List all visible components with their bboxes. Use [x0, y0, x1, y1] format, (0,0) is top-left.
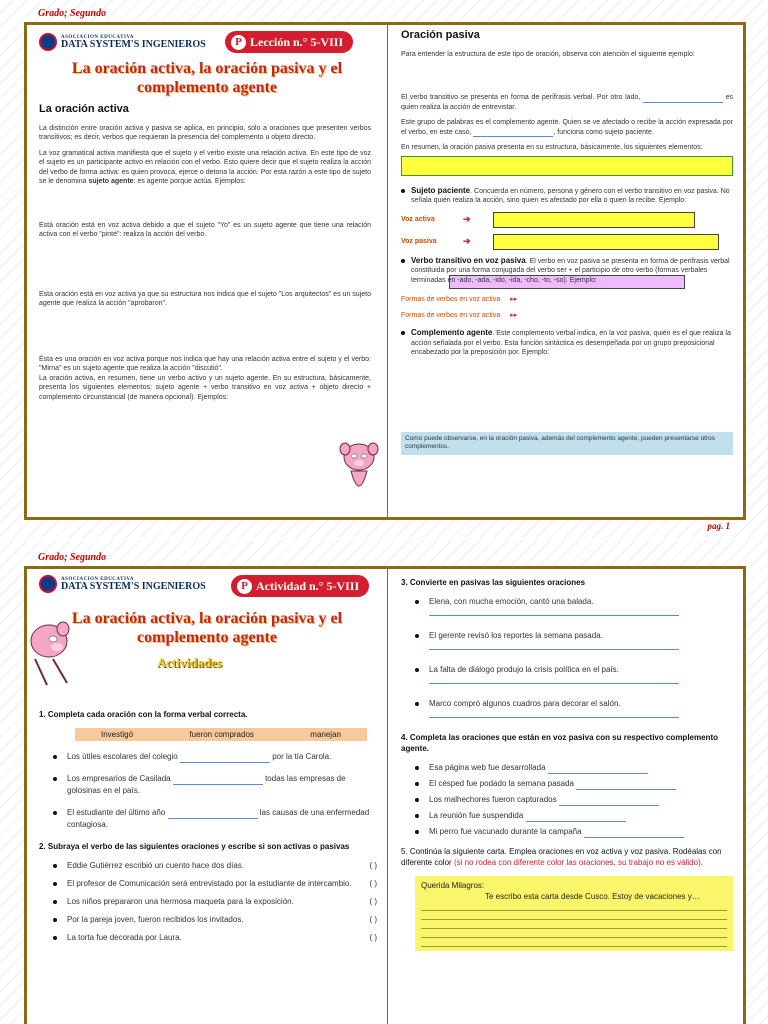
question-4: 4. Completa las oraciones que están en voz pasiva con su respectivo complemento agente.	[401, 733, 718, 753]
answer-parentheses[interactable]: ( )	[369, 933, 377, 942]
list-item: Los empresarios de Casilada todas las empresas de golosinas en el país.	[53, 773, 377, 797]
activity-frame	[24, 566, 746, 1024]
question-1: 1. Completa cada oración con la forma verbal correcta.	[39, 710, 248, 719]
answer-blank[interactable]	[526, 813, 626, 822]
answer-blank[interactable]	[576, 781, 676, 790]
list-item: Elena, con mucha emoción, cantó una balada.	[415, 596, 733, 616]
list-item: La reunión fue suspendida	[415, 810, 733, 822]
lesson-frame	[24, 22, 746, 520]
word-bank: Investigó fueron comprados manejan	[75, 728, 367, 741]
activities-right-column	[401, 571, 733, 951]
answer-parentheses[interactable]: ( )	[369, 897, 377, 906]
list-item: Los niños prepararon una hermosa maqueta para la exposición. ( )	[53, 896, 377, 908]
column-divider	[387, 569, 388, 1024]
blank-line[interactable]	[473, 129, 553, 137]
arrow-right-icon: ➔	[463, 235, 471, 246]
question-2: 2. Subraya el verbo de las siguientes oraciones y escribe si son activas o pasivas	[39, 842, 350, 851]
activities-left-column	[39, 703, 377, 950]
list-item: Esa página web fue desarrollada	[415, 762, 733, 774]
bullet-sujeto-paciente: Sujeto paciente. Concuerda en número, persona y género con el verbo transitivo en voz pasiva. No señala quién realiza la acción, sino quien es afectado por ella o quien la recibe. Ejemplo:	[401, 186, 733, 206]
example-voz-pasiva: Voz pasiva ➔	[401, 234, 733, 250]
pin-icon: P	[231, 35, 246, 50]
pin-icon: P	[237, 579, 252, 594]
list-item: Eddie Gutiérrez escribió un cuento hace dos días. ( )	[53, 860, 377, 872]
list-item: El césped fue podado la semana pasada	[415, 778, 733, 790]
answer-line[interactable]	[429, 712, 679, 718]
list-item: Los útiles escolares del colegio por la tía Carola.	[53, 751, 377, 763]
example-box[interactable]	[493, 212, 695, 228]
list-item: Marco compró algunos cuadros para decorar el salón.	[415, 698, 733, 718]
list-item: Los malhechores fueron capturados	[415, 794, 733, 806]
list-item: El gerente revisó los reportes la semana pasada.	[415, 630, 733, 650]
double-arrow-icon: ▸▸	[510, 311, 518, 319]
list-item: Por la pareja joven, fueron recibidos los invitados. ( )	[53, 914, 377, 926]
answer-parentheses[interactable]: ( )	[369, 915, 377, 924]
shield-icon	[39, 33, 57, 51]
list-item: Mi perro fue vacunado durante la campaña	[415, 826, 733, 838]
section-heading: Oración pasiva	[401, 29, 480, 41]
answer-parentheses[interactable]: ( )	[369, 879, 377, 888]
pink-panther-illustration	[337, 441, 383, 503]
double-arrow-icon: ▸▸	[510, 296, 518, 303]
grade-label: Grado; Segundo	[38, 8, 107, 19]
page-title: La oración activa, la oración pasiva y el complemento agente	[71, 60, 343, 96]
answer-blank[interactable]	[180, 754, 270, 763]
list-item: El estudiante del último año las causas de una enfermedad contagiosa.	[53, 807, 377, 831]
note-box: Como puede observarse, en la oración pasiva, además del complemento agente, pueden presentarse otros complementos.	[401, 432, 733, 455]
letter-box[interactable]: Querida Milagros: Te escribo esta carta desde Cusco. Estoy de vacaciones y…	[415, 876, 733, 951]
activities-heading: Actividades	[157, 655, 222, 670]
example-box[interactable]	[493, 234, 719, 250]
active-voice-column: La oración activa La distinción entre oración activa y pasiva se aplica, en principio, solo a oraciones que presenten verbos transitivos; es decir, verbos que requieran la presencia del complemento u objeto directo. La voz gramatical activa manifiesta que el sujeto y el verbo existe una relación activa. En este tipo de voz el sujeto es un participante activo en relación con el verbo. Esto quiere decir que el sujeto realiza la acción del verbo de forma activa: es quien provoca, ejerce o detona la acción. Por esta razón a este tipo de sujeto se le denomina sujeto agente: es agente porque actúa. Ejemplos: Está oración está en voz activa debido a que el sujeto "Yo" es un sujeto agente que tiene una relación activa con el verbo "pinté": realiza la acción del verbo. Esta oración está en voz activa ya que su estructura nos indica que el sujeto "Los arquitectos" es un sujeto agente que realiza la acción "aprobaron". Ésta es una oración en voz activa porque nos indica que hay una relación activa entre el sujeto y el verbo: "Mirna" es un sujeto agente que realiza la acción "discutió". La oración activa, en resumen, tiene un verbo activo y un sujeto agente. En su estructura, básicamente, presenta los siguientes elementos: sujeto agente + verbo transitivo en voz activa + objeto directo + complemento circunstancial (de manera opcional). Ejemplos:	[39, 103, 371, 401]
page-number: pag. 1	[707, 521, 730, 531]
answer-blank[interactable]	[548, 765, 648, 774]
activity-badge: P Actividad n.° 5-VIII	[231, 575, 369, 597]
list-item: La torta fue decorada por Laura. ( )	[53, 932, 377, 944]
arrow-right-icon: ➔	[463, 213, 471, 224]
shield-icon	[39, 575, 57, 593]
section-heading: La oración activa	[39, 103, 129, 115]
lesson-badge: P Lección n.° 5-VIII	[225, 31, 353, 53]
school-logo: ASOCIACION EDUCATIVA DATA SYSTEM'S INGENIEROS	[39, 575, 206, 593]
elements-answer-box[interactable]	[401, 156, 733, 176]
passive-voice-column: Oración pasiva Para entender la estructura de este tipo de oración, observa con atención el siguiente ejemplo: El verbo transitivo se presenta en forma de perífrasis verbal. Por otro lado, es quien realiza la acción de entrevistar. Este grupo de palabras es el complemento agente. Quien se ve afectado o recibe la acción expresada por el verbo, en este caso, , funciona como sujeto paciente. En resumen, la oración pasiva presenta en su estructura, básicamente, los siguientes elementos: Sujeto paciente. Concuerda en número, persona y género con el verbo transitivo en voz pasiva. No señala quién realiza la acción, sino quien es afectado por ella o quien la recibe. Ejemplo: Voz activa ➔ Voz pasiva ➔ Verbo transitivo en voz pasiva. El verbo en voz pasiva se presenta en forma de perífrasis verbal constituida por una forma conjugada del verbo ser + el participio de otro verbo (formas verbales terminadas en -ado, -ada, -ido, -ida, -cho, -to, -so). Ejemplo: Formas de verbos en voz activa ▸▸ Formas de verbos en voz activa ▸▸ Complemento agente. Este complemento verbal indica, en la voz pasiva, quién es el que realiza la acción señalada por el verbo. Esta función sintáctica es desempeñada por un grupo preposicional encabezado por la preposición por. Ejemplo: Como puede observarse, en la oración pasiva, además del complemento agente, pueden presentarse otros complementos.	[401, 31, 733, 455]
grade-label: Grado; Segundo	[38, 552, 107, 563]
bullet-verbo-transitivo: Verbo transitivo en voz pasiva. El verbo en voz pasiva se presenta en forma de perífrasis verbal constituida por una forma conjugada del verbo ser + el participio de otro verbo (formas verbales terminadas en -ado, -ada, -ido, -ida, -cho, -to, -so). Ejemplo:	[401, 256, 733, 286]
answer-blank[interactable]	[584, 829, 684, 838]
answer-line[interactable]	[429, 644, 679, 650]
answer-parentheses[interactable]: ( )	[369, 861, 377, 870]
answer-line[interactable]	[429, 678, 679, 684]
page-title: La oración activa, la oración pasiva y el complemento agente	[71, 610, 343, 646]
blank-line[interactable]	[643, 95, 723, 103]
list-item: La falta de diálogo produjo la crisis política en el país.	[415, 664, 733, 684]
question-3: 3. Convierte en pasivas las siguientes oraciones	[401, 578, 586, 587]
school-logo: ASOCIACION EDUCATIVA DATA SYSTEM'S INGENIEROS	[39, 33, 206, 51]
list-item: El profesor de Comunicación será entrevistado por la estudiante de intercambio. ( )	[53, 878, 377, 890]
example-voz-activa: Voz activa ➔	[401, 212, 733, 228]
answer-line[interactable]	[429, 610, 679, 616]
answer-blank[interactable]	[173, 776, 263, 785]
answer-blank[interactable]	[168, 810, 258, 819]
question-5: 5. Continúa la siguiente carta. Emplea oraciones en voz activa y voz pasiva. Rodéalas con diferente color (si no rodea con diferente color las oraciones, su trabajo no es válido).	[401, 847, 722, 867]
bullet-complemento-agente: Complemento agente. Este complemento verbal indica, en la voz pasiva, quién es el que realiza la acción señalada por el verbo. Esta función sintáctica es desempeñada por un grupo preposicional encabezado por la preposición por. Ejemplo:	[401, 328, 733, 358]
column-divider	[387, 25, 388, 517]
answer-blank[interactable]	[559, 797, 659, 806]
